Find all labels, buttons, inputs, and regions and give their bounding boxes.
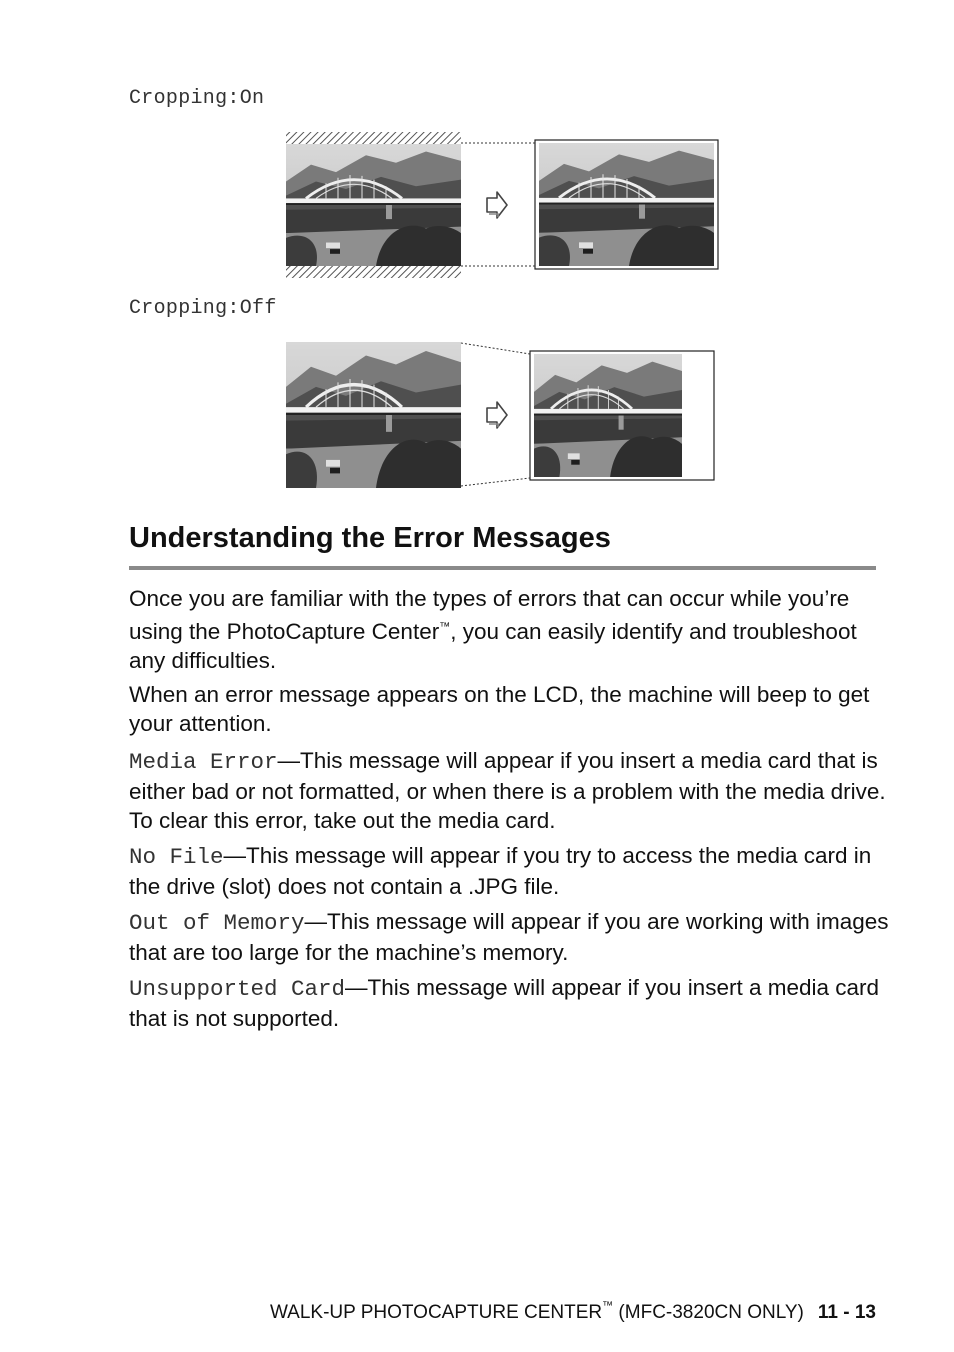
trademark-symbol: ™: [439, 621, 451, 633]
page-footer: [270, 1300, 876, 1324]
arrow-right-icon: [487, 402, 507, 428]
arrow-right-icon: [487, 192, 507, 218]
heading-rule: [129, 566, 876, 570]
error-description: —This message will appear if you insert a media card that is either bad or not formatted, or when there is a problem with the media drive. To clear this error, take out the media card.: [129, 748, 886, 833]
printed-photo: [534, 354, 682, 477]
error-item-unsupported-card: [129, 973, 889, 1033]
error-code: No File: [129, 844, 224, 870]
cropping-off-label: Cropping:Off: [129, 297, 277, 320]
cropping-on-label: Cropping:On: [129, 87, 265, 110]
error-item-media-error: [129, 746, 889, 835]
intro-paragraph-2: When an error message appears on the LCD, the machine will beep to get your attention.: [129, 682, 870, 736]
intro-paragraph-1: Once you are familiar with the types of errors that can occur while you’re using the PhotoCapture Center™, you can easily identify and troubleshoot any difficulties.: [129, 586, 857, 673]
error-code: Media Error: [129, 749, 278, 775]
error-code: Out of Memory: [129, 910, 305, 936]
error-item-out-of-memory: [129, 907, 889, 967]
footer-model: (MFC-3820CN ONLY): [613, 1302, 804, 1323]
error-code: Unsupported Card: [129, 976, 346, 1002]
section-heading: Understanding the Error Messages: [129, 522, 611, 554]
trademark-symbol: ™: [602, 1300, 614, 1312]
cropping-off-figure: [284, 340, 724, 490]
error-item-no-file: [129, 841, 889, 901]
error-description: —This message will appear if you are working with images that are too large for the machine’s memory.: [129, 909, 889, 965]
error-description: —This message will appear if you insert a media card that is not supported.: [129, 975, 880, 1031]
page-number: 11 - 13: [817, 1302, 876, 1323]
printed-photo: [539, 143, 714, 266]
error-description: —This message will appear if you try to access the media card in the drive (slot) does not contain a .JPG file.: [129, 843, 872, 899]
footer-title: WALK-UP PHOTOCAPTURE CENTER: [269, 1302, 603, 1323]
original-photo: [286, 144, 461, 266]
cropping-on-figure: [284, 130, 724, 280]
original-photo: [286, 342, 461, 488]
